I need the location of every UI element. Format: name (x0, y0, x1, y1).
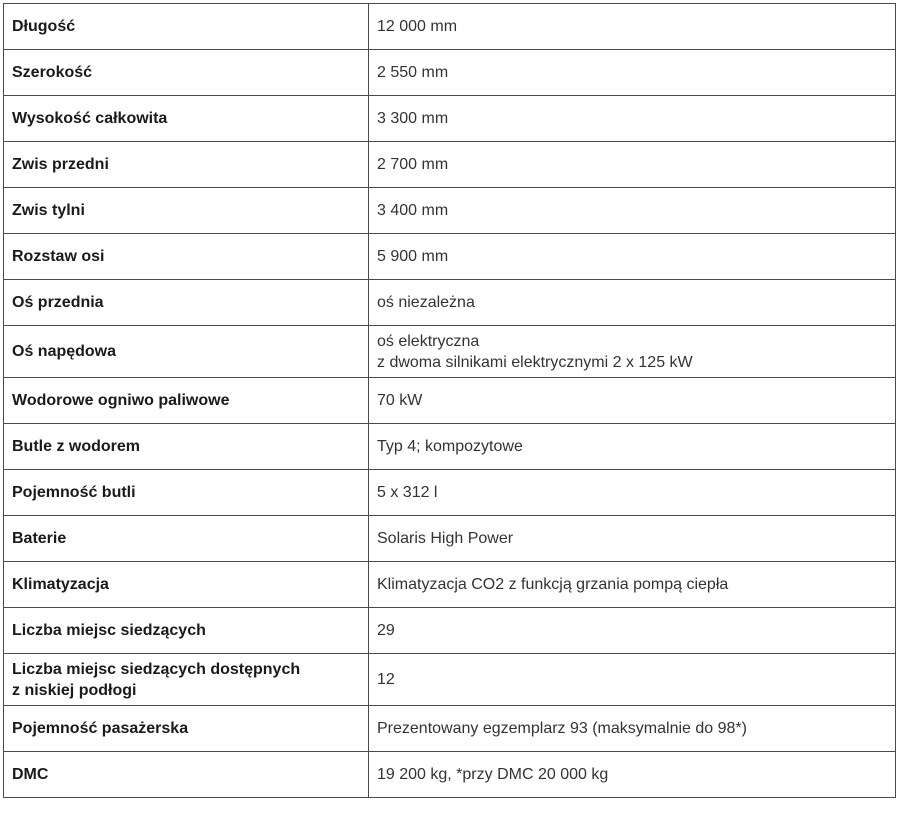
spec-value: 3 400 mm (369, 188, 896, 234)
spec-value: 19 200 kg, *przy DMC 20 000 kg (369, 752, 896, 798)
spec-value: Solaris High Power (369, 516, 896, 562)
table-row (4, 562, 896, 608)
spec-label: Długość (4, 4, 369, 50)
spec-value: 12 (369, 654, 896, 706)
spec-value: 5 x 312 l (369, 470, 896, 516)
table-row (4, 752, 896, 798)
spec-value: 29 (369, 608, 896, 654)
table-row (4, 50, 896, 96)
spec-label-line: z niskiej podłogi (12, 681, 137, 699)
table-row (4, 4, 896, 50)
spec-label: Zwis przedni (4, 142, 369, 188)
table-row (4, 142, 896, 188)
spec-label-line: Liczba miejsc siedzących dostępnych (12, 660, 301, 678)
spec-value: oś niezależna (369, 280, 896, 326)
spec-label: Wodorowe ogniwo paliwowe (4, 378, 369, 424)
spec-label: Baterie (4, 516, 369, 562)
spec-label: Butle z wodorem (4, 424, 369, 470)
table-row (4, 378, 896, 424)
spec-label (4, 654, 369, 706)
spec-value: 2 550 mm (369, 50, 896, 96)
spec-label: DMC (4, 752, 369, 798)
spec-label: Liczba miejsc siedzących (4, 608, 369, 654)
spec-value: Prezentowany egzemplarz 93 (maksymalnie do 98*) (369, 706, 896, 752)
spec-value: 3 300 mm (369, 96, 896, 142)
spec-label: Pojemność pasażerska (4, 706, 369, 752)
spec-label: Oś napędowa (4, 326, 369, 378)
table-row (4, 470, 896, 516)
table-row (4, 706, 896, 752)
spec-value (369, 326, 896, 378)
spec-value-line: z dwoma silnikami elektrycznymi 2 x 125 kW (377, 353, 693, 371)
spec-label: Pojemność butli (4, 470, 369, 516)
spec-value: Klimatyzacja CO2 z funkcją grzania pompą ciepła (369, 562, 896, 608)
spec-value: 2 700 mm (369, 142, 896, 188)
table-row (4, 234, 896, 280)
specifications-table (3, 3, 896, 798)
spec-label: Rozstaw osi (4, 234, 369, 280)
spec-label: Klimatyzacja (4, 562, 369, 608)
spec-label: Szerokość (4, 50, 369, 96)
table-row (4, 516, 896, 562)
table-row (4, 96, 896, 142)
spec-value: 12 000 mm (369, 4, 896, 50)
spec-value-line: oś elektryczna (377, 332, 480, 350)
table-row (4, 608, 896, 654)
table-row (4, 280, 896, 326)
table-row (4, 654, 896, 706)
spec-value: Typ 4; kompozytowe (369, 424, 896, 470)
spec-label: Zwis tylni (4, 188, 369, 234)
spec-value: 70 kW (369, 378, 896, 424)
spec-label: Oś przednia (4, 280, 369, 326)
table-row (4, 424, 896, 470)
table-row (4, 188, 896, 234)
table-row (4, 326, 896, 378)
spec-value: 5 900 mm (369, 234, 896, 280)
spec-label: Wysokość całkowita (4, 96, 369, 142)
